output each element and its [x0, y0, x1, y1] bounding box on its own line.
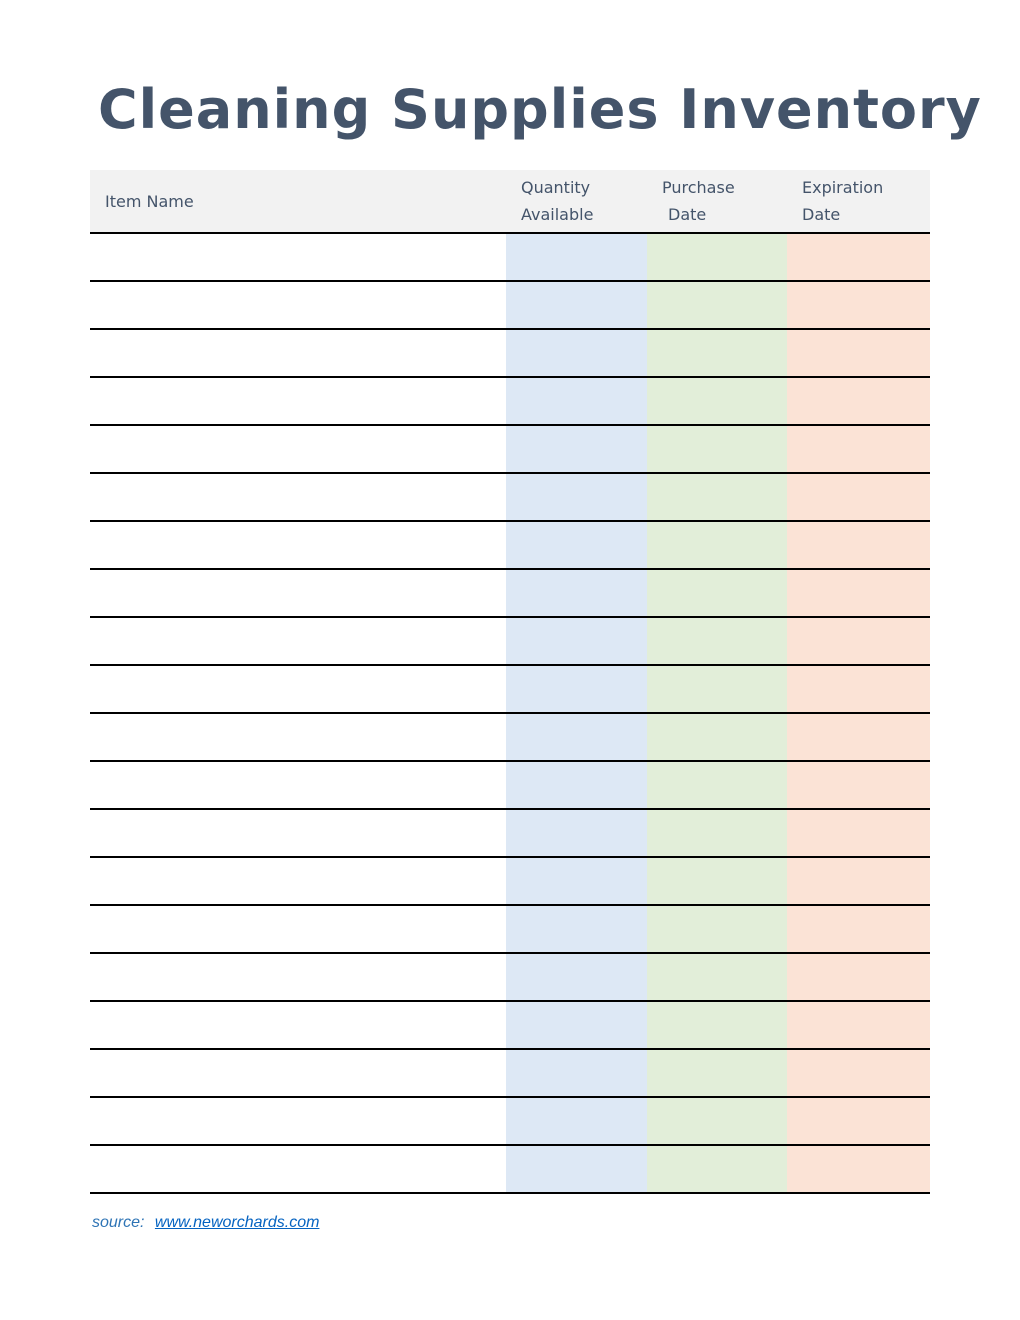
purchase-date-cell[interactable] — [647, 1145, 787, 1193]
quantity-cell[interactable] — [506, 473, 647, 521]
item-name-cell[interactable] — [90, 1049, 506, 1097]
table-row — [90, 809, 930, 857]
expiration-date-cell[interactable] — [787, 329, 930, 377]
expiration-date-cell[interactable] — [787, 473, 930, 521]
table-row — [90, 905, 930, 953]
expiration-date-cell[interactable] — [787, 1145, 930, 1193]
expiration-date-cell[interactable] — [787, 761, 930, 809]
quantity-cell[interactable] — [506, 1145, 647, 1193]
quantity-cell[interactable] — [506, 809, 647, 857]
item-name-cell[interactable] — [90, 761, 506, 809]
table-row — [90, 1097, 930, 1145]
item-name-cell[interactable] — [90, 233, 506, 281]
source-label: source: — [92, 1214, 145, 1231]
quantity-cell[interactable] — [506, 1049, 647, 1097]
item-name-cell[interactable] — [90, 1097, 506, 1145]
item-name-cell[interactable] — [90, 905, 506, 953]
item-name-cell[interactable] — [90, 809, 506, 857]
expiration-date-cell[interactable] — [787, 905, 930, 953]
expiration-date-cell[interactable] — [787, 1049, 930, 1097]
item-name-cell[interactable] — [90, 953, 506, 1001]
item-name-cell[interactable] — [90, 569, 506, 617]
purchase-date-cell[interactable] — [647, 281, 787, 329]
table-row — [90, 1049, 930, 1097]
column-header-purchase-date: Purchase Date — [647, 170, 787, 233]
purchase-date-cell[interactable] — [647, 425, 787, 473]
expiration-date-cell[interactable] — [787, 953, 930, 1001]
table-row — [90, 1145, 930, 1193]
table-row — [90, 857, 930, 905]
purchase-date-cell[interactable] — [647, 905, 787, 953]
quantity-cell[interactable] — [506, 1001, 647, 1049]
purchase-date-cell[interactable] — [647, 1001, 787, 1049]
item-name-cell[interactable] — [90, 857, 506, 905]
table-header-row — [90, 170, 930, 233]
item-name-cell[interactable] — [90, 281, 506, 329]
table-row — [90, 233, 930, 281]
purchase-date-cell[interactable] — [647, 473, 787, 521]
quantity-cell[interactable] — [506, 617, 647, 665]
purchase-date-cell[interactable] — [647, 521, 787, 569]
item-name-cell[interactable] — [90, 713, 506, 761]
source-link[interactable]: www.neworchards.com — [154, 1214, 320, 1231]
expiration-date-cell[interactable] — [787, 233, 930, 281]
purchase-date-cell[interactable] — [647, 233, 787, 281]
expiration-date-cell[interactable] — [787, 809, 930, 857]
column-header-quantity-available: Quantity Available — [506, 170, 647, 233]
quantity-cell[interactable] — [506, 233, 647, 281]
item-name-cell[interactable] — [90, 377, 506, 425]
table-row — [90, 377, 930, 425]
quantity-cell[interactable] — [506, 665, 647, 713]
expiration-date-cell[interactable] — [787, 665, 930, 713]
quantity-cell[interactable] — [506, 281, 647, 329]
quantity-cell[interactable] — [506, 329, 647, 377]
quantity-cell[interactable] — [506, 569, 647, 617]
expiration-date-cell[interactable] — [787, 377, 930, 425]
expiration-date-cell[interactable] — [787, 281, 930, 329]
purchase-date-cell[interactable] — [647, 761, 787, 809]
table-row — [90, 617, 930, 665]
quantity-cell[interactable] — [506, 377, 647, 425]
quantity-cell[interactable] — [506, 905, 647, 953]
page-title: Cleaning Supplies Inventory — [98, 78, 982, 141]
table-row — [90, 425, 930, 473]
expiration-date-cell[interactable] — [787, 569, 930, 617]
expiration-date-cell[interactable] — [787, 857, 930, 905]
table-row — [90, 713, 930, 761]
item-name-cell[interactable] — [90, 425, 506, 473]
item-name-cell[interactable] — [90, 329, 506, 377]
expiration-date-cell[interactable] — [787, 713, 930, 761]
quantity-cell[interactable] — [506, 425, 647, 473]
purchase-date-cell[interactable] — [647, 809, 787, 857]
table-row — [90, 329, 930, 377]
table-row — [90, 569, 930, 617]
item-name-cell[interactable] — [90, 665, 506, 713]
column-header-expiration-date: Expiration Date — [787, 170, 930, 233]
purchase-date-cell[interactable] — [647, 377, 787, 425]
table-row — [90, 281, 930, 329]
expiration-date-cell[interactable] — [787, 425, 930, 473]
expiration-date-cell[interactable] — [787, 1097, 930, 1145]
table-row — [90, 665, 930, 713]
expiration-date-cell[interactable] — [787, 617, 930, 665]
column-header-item-name: Item Name — [90, 170, 506, 233]
purchase-date-cell[interactable] — [647, 953, 787, 1001]
quantity-cell[interactable] — [506, 1097, 647, 1145]
table-row — [90, 1001, 930, 1049]
purchase-date-cell[interactable] — [647, 713, 787, 761]
purchase-date-cell[interactable] — [647, 569, 787, 617]
item-name-cell[interactable] — [90, 521, 506, 569]
quantity-cell[interactable] — [506, 521, 647, 569]
purchase-date-cell[interactable] — [647, 329, 787, 377]
item-name-cell[interactable] — [90, 473, 506, 521]
expiration-date-cell[interactable] — [787, 521, 930, 569]
purchase-date-cell[interactable] — [647, 1097, 787, 1145]
quantity-cell[interactable] — [506, 761, 647, 809]
purchase-date-cell[interactable] — [647, 857, 787, 905]
source-note — [92, 1214, 319, 1232]
item-name-cell[interactable] — [90, 617, 506, 665]
inventory-table — [90, 170, 930, 1194]
table-row — [90, 521, 930, 569]
item-name-cell[interactable] — [90, 1145, 506, 1193]
table-row — [90, 953, 930, 1001]
quantity-cell[interactable] — [506, 713, 647, 761]
purchase-date-cell[interactable] — [647, 665, 787, 713]
table-row — [90, 473, 930, 521]
purchase-date-cell[interactable] — [647, 617, 787, 665]
purchase-date-cell[interactable] — [647, 1049, 787, 1097]
expiration-date-cell[interactable] — [787, 1001, 930, 1049]
table-row — [90, 761, 930, 809]
item-name-cell[interactable] — [90, 1001, 506, 1049]
quantity-cell[interactable] — [506, 953, 647, 1001]
quantity-cell[interactable] — [506, 857, 647, 905]
